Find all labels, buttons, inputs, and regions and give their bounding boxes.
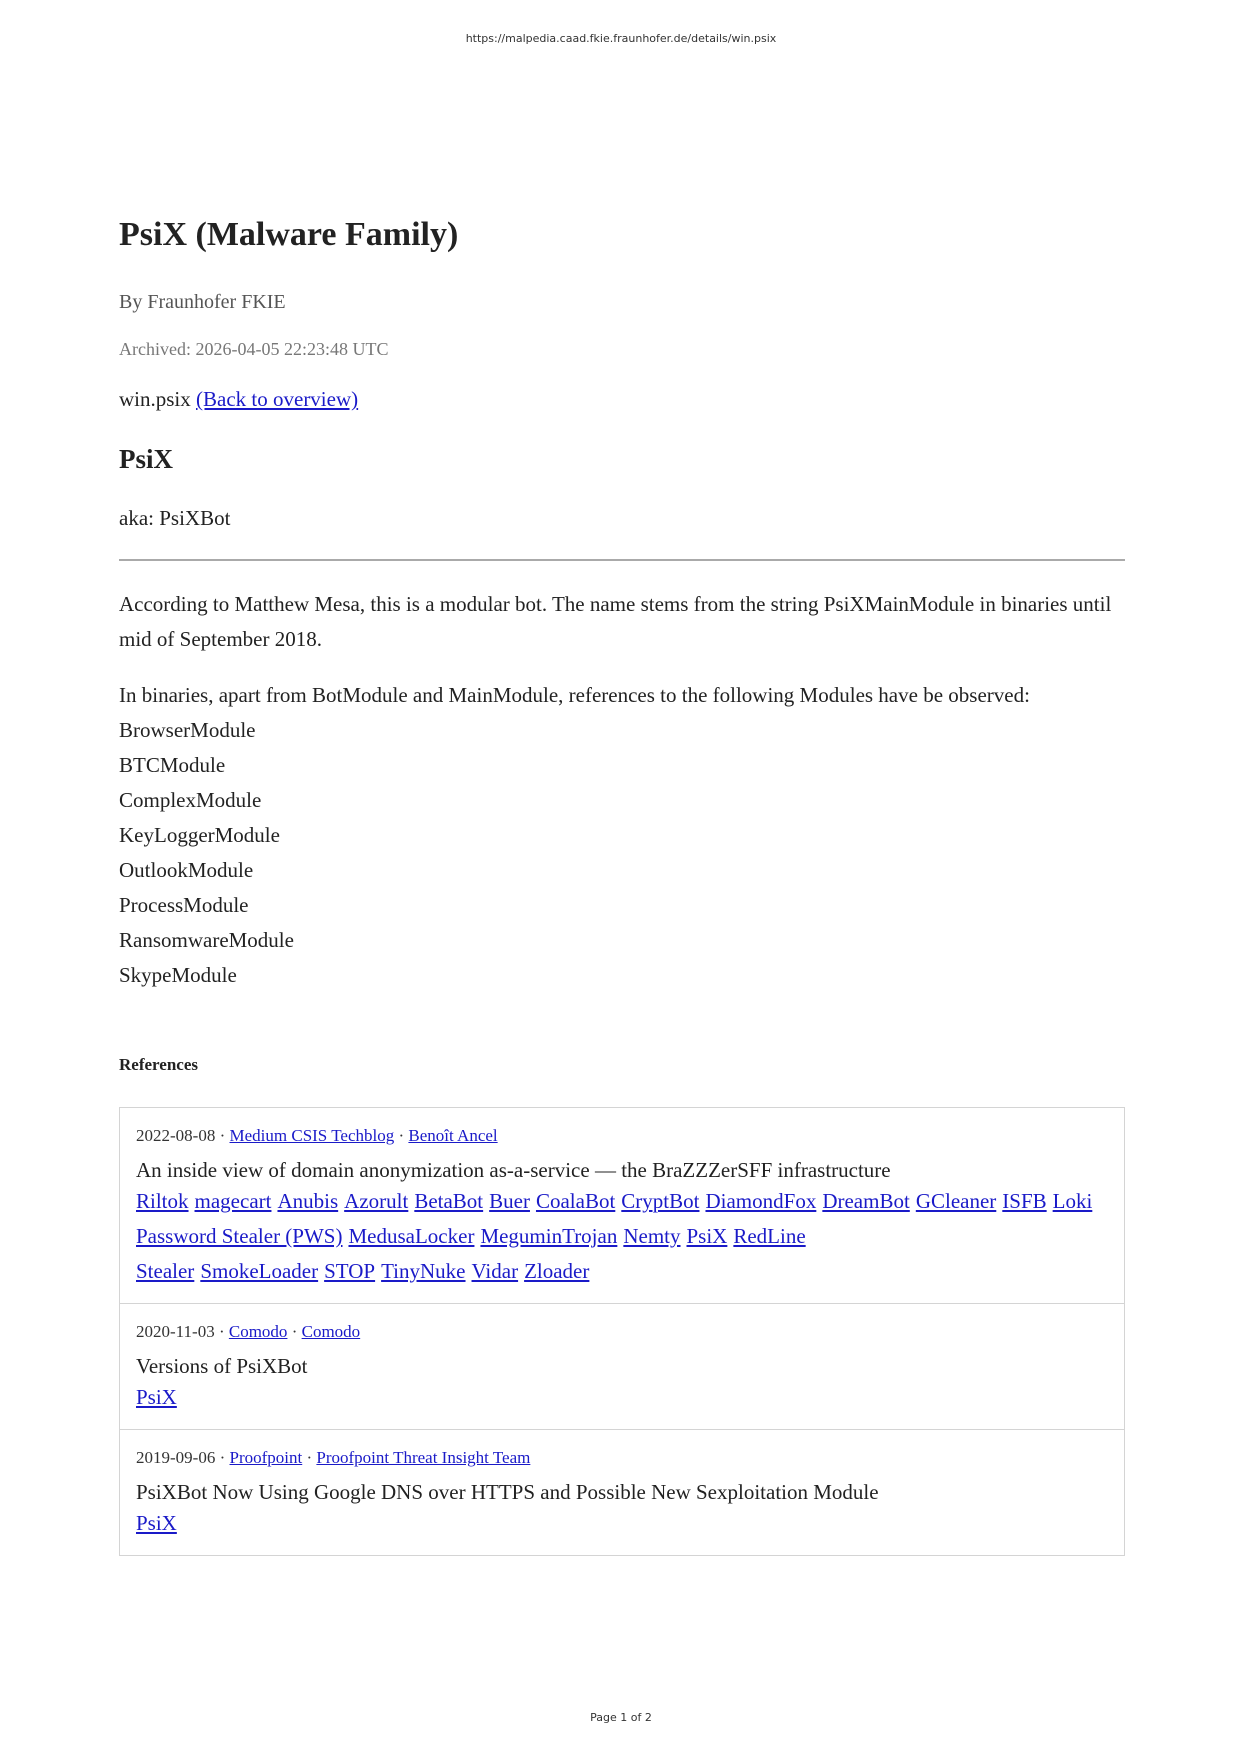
- back-to-overview-link[interactable]: (Back to overview): [196, 387, 359, 411]
- reference-tag-link[interactable]: CoalaBot: [535, 1189, 616, 1213]
- reference-tag-link[interactable]: Anubis: [277, 1189, 339, 1213]
- reference-title: PsiXBot Now Using Google DNS over HTTPS and Possible New Sexploitation Module: [136, 1480, 879, 1504]
- family-id: win.psix: [119, 387, 191, 411]
- family-name-heading: PsiX: [119, 444, 173, 474]
- page-title: PsiX (Malware Family): [119, 216, 459, 253]
- module-item: BTCModule: [119, 753, 226, 777]
- main-content: [119, 212, 1125, 1556]
- archived-timestamp: Archived: 2026-04-05 22:23:48 UTC: [119, 339, 389, 359]
- divider: [119, 559, 1125, 561]
- byline: By Fraunhofer FKIE: [119, 291, 286, 313]
- module-item: ProcessModule: [119, 893, 249, 917]
- reference-source-link[interactable]: Comodo: [228, 1322, 288, 1341]
- references-heading: References: [119, 1055, 198, 1074]
- module-item: RansomwareModule: [119, 928, 294, 952]
- reference-entry: [120, 1304, 1124, 1430]
- reference-tag-link[interactable]: ISFB: [1002, 1189, 1047, 1213]
- reference-tag-link[interactable]: DreamBot: [822, 1189, 910, 1213]
- description-paragraph: In binaries, apart from BotModule and MainModule, references to the following Modules have be observed:: [119, 683, 1030, 707]
- aka-line: aka: PsiXBot: [119, 506, 231, 530]
- module-item: SkypeModule: [119, 963, 237, 987]
- reference-tags: [136, 1506, 1108, 1541]
- references-list: [119, 1107, 1125, 1556]
- reference-date: 2019-09-06: [136, 1448, 216, 1467]
- reference-tag-link[interactable]: Vidar: [471, 1259, 519, 1283]
- reference-tag-link[interactable]: Riltok: [136, 1189, 189, 1213]
- page-footer: Page 1 of 2: [590, 1711, 652, 1724]
- reference-source-link[interactable]: Proofpoint: [229, 1448, 303, 1467]
- reference-author-link[interactable]: Comodo: [301, 1322, 361, 1341]
- description: [119, 587, 1125, 993]
- reference-tag-link[interactable]: Loki Password Stealer (PWS): [136, 1189, 1093, 1248]
- module-item: KeyLoggerModule: [119, 823, 280, 847]
- reference-tag-link[interactable]: GCleaner: [915, 1189, 997, 1213]
- reference-tag-link[interactable]: Azorult: [344, 1189, 409, 1213]
- reference-tag-link[interactable]: CryptBot: [621, 1189, 700, 1213]
- reference-tags: [136, 1184, 1108, 1289]
- reference-tag-link[interactable]: PsiX: [136, 1385, 177, 1409]
- reference-meta: 2019-09-06 · Proofpoint · Proofpoint Threat Insight Team: [136, 1448, 531, 1467]
- reference-source-link[interactable]: Medium CSIS Techblog: [229, 1126, 395, 1145]
- reference-title: An inside view of domain anonymization as-a-service — the BraZZZerSFF infrastructure: [136, 1158, 891, 1182]
- reference-tag-link[interactable]: DiamondFox: [705, 1189, 817, 1213]
- reference-title: Versions of PsiXBot: [136, 1354, 308, 1378]
- reference-tag-link[interactable]: MedusaLocker: [348, 1224, 475, 1248]
- reference-tag-link[interactable]: STOP: [324, 1259, 376, 1283]
- module-item: BrowserModule: [119, 718, 256, 742]
- reference-author-link[interactable]: Benoît Ancel: [408, 1126, 498, 1145]
- reference-tag-link[interactable]: BetaBot: [414, 1189, 484, 1213]
- reference-tags: [136, 1380, 1108, 1415]
- reference-tag-link[interactable]: PsiX: [136, 1511, 177, 1535]
- reference-tag-link[interactable]: Zloader: [524, 1259, 590, 1283]
- module-list: [119, 713, 1125, 993]
- reference-tag-link[interactable]: TinyNuke: [381, 1259, 466, 1283]
- reference-date: 2020-11-03: [136, 1322, 215, 1341]
- reference-entry: [120, 1430, 1124, 1555]
- module-item: OutlookModule: [119, 858, 254, 882]
- reference-meta: 2020-11-03 · Comodo · Comodo: [136, 1322, 361, 1341]
- reference-tag-link[interactable]: RedLine Stealer: [136, 1224, 806, 1283]
- reference-meta: 2022-08-08 · Medium CSIS Techblog · Benoît Ancel: [136, 1126, 498, 1145]
- reference-date: 2022-08-08: [136, 1126, 216, 1145]
- reference-tag-link[interactable]: Nemty: [623, 1224, 681, 1248]
- reference-tag-link[interactable]: MeguminTrojan: [480, 1224, 618, 1248]
- print-header-url: https://malpedia.caad.fkie.fraunhofer.de/details/win.psix: [465, 32, 777, 45]
- description-paragraph: According to Matthew Mesa, this is a modular bot. The name stems from the string PsiXMainModule in binaries until mid of September 2018.: [119, 592, 1112, 651]
- reference-tag-link[interactable]: SmokeLoader: [200, 1259, 319, 1283]
- module-item: ComplexModule: [119, 788, 262, 812]
- reference-author-link[interactable]: Proofpoint Threat Insight Team: [316, 1448, 531, 1467]
- reference-tag-link[interactable]: PsiX: [686, 1224, 728, 1248]
- reference-entry: [120, 1108, 1124, 1304]
- reference-tag-link[interactable]: Buer: [489, 1189, 530, 1213]
- reference-tag-link[interactable]: magecart: [194, 1189, 272, 1213]
- family-identifier-line: [119, 384, 1125, 414]
